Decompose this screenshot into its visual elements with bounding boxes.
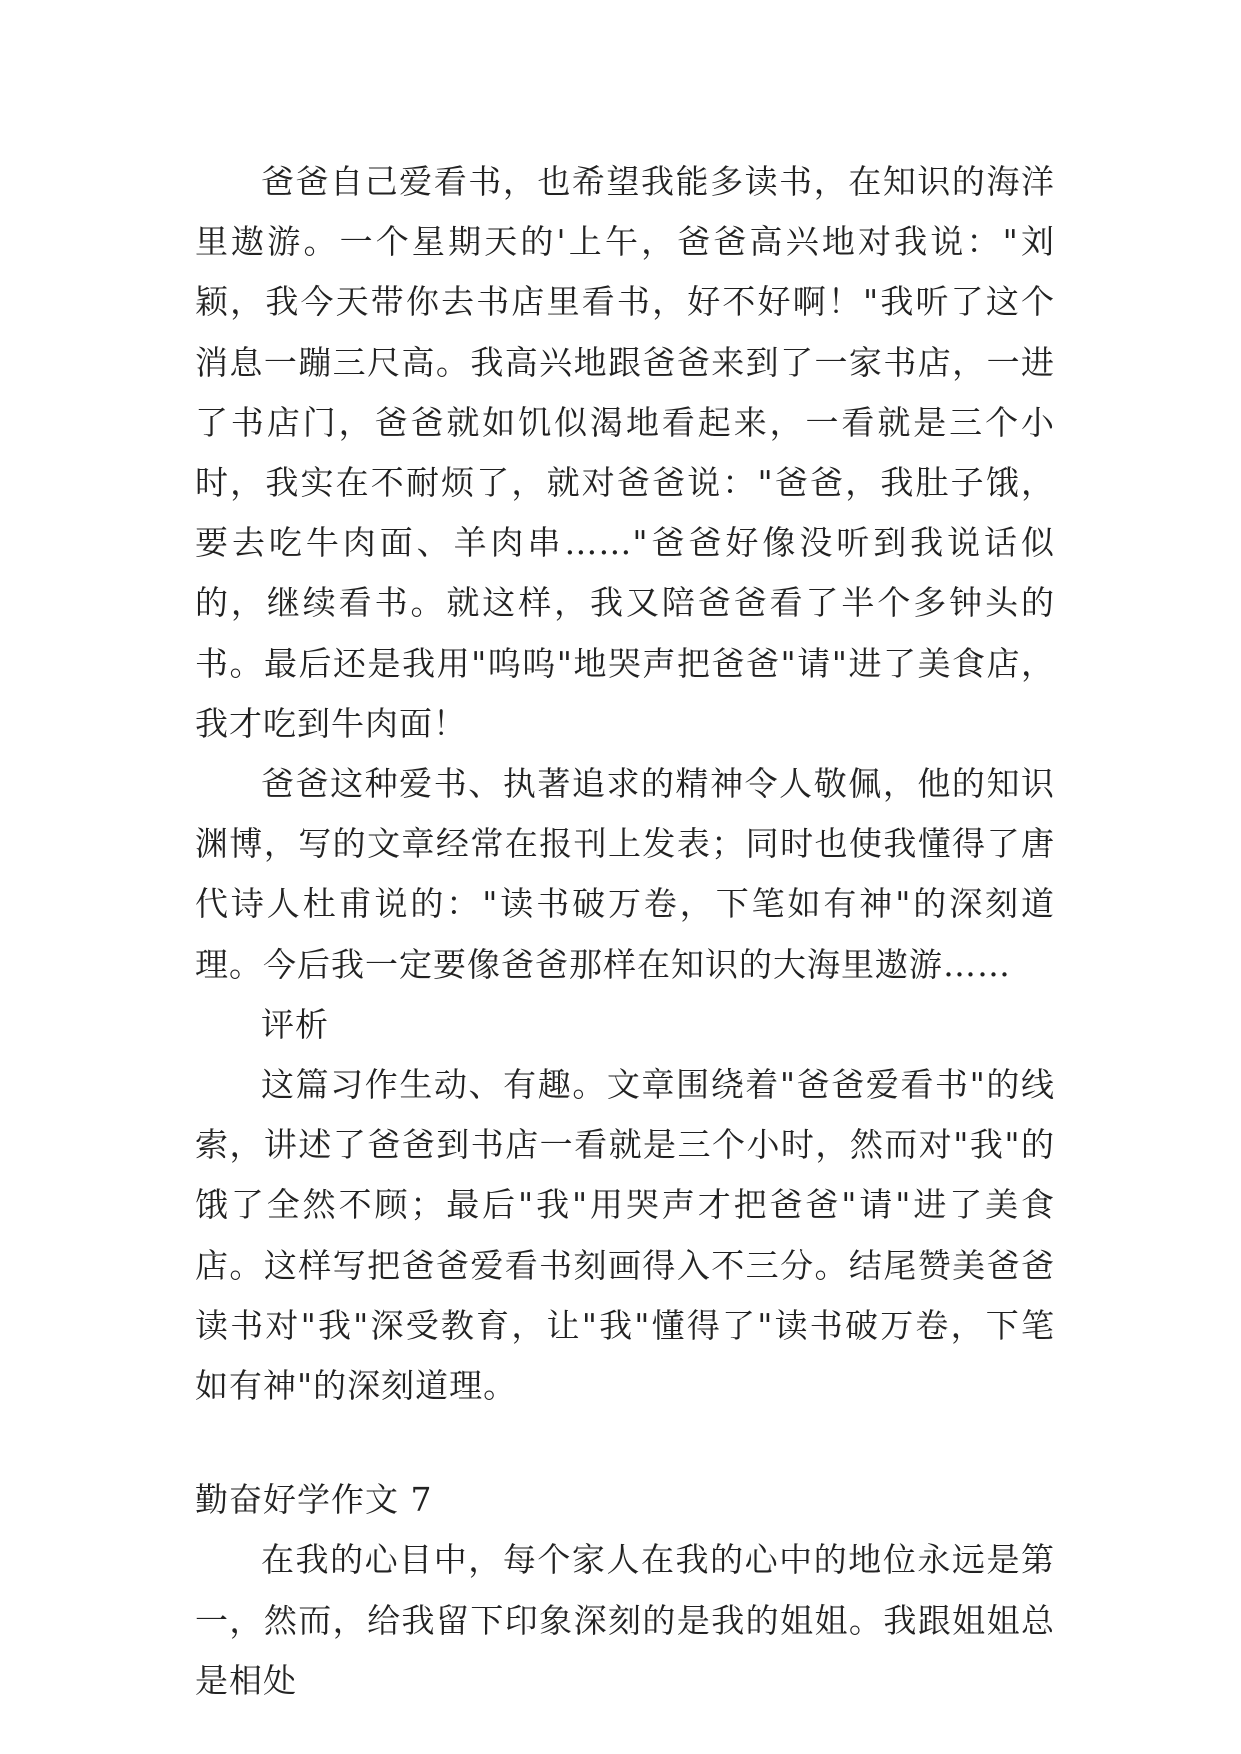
section-title: 勤奋好学作文 7 — [195, 1480, 433, 1520]
paragraph-conclusion: 爸爸这种爱书、执著追求的精神令人敬佩，他的知识渊博，写的文章经常在报刊上发表；同时也使我懂得了唐代诗人杜甫说的："读书破万卷，下笔如有神"的深刻道理。今后我一定要像爸爸那样在知识的大海里遨游…… — [195, 764, 1055, 984]
paragraph-section-intro: 在我的心目中，每个家人在我的心中的地位永远是第一，然而，给我留下印象深刻的是我的姐姐。我跟姐姐总是相处 — [195, 1540, 1055, 1700]
paragraph-reading-story: 爸爸自己爱看书，也希望我能多读书，在知识的海洋里遨游。一个星期天的'上午，爸爸高兴地对我说："刘颖，我今天带你去书店里看书，好不好啊！"我听了这个消息一蹦三尺高。我高兴地跟爸爸来到了一家书店，一进了书店门，爸爸就如饥似渴地看起来，一看就是三个小时，我实在不耐烦了，就对爸爸说："爸爸，我肚子饿，要去吃牛肉面、羊肉串……"爸爸好像没听到我说话似的，继续看书。就这样，我又陪爸爸看了半个多钟头的书。最后还是我用"呜呜"地哭声把爸爸"请"进了美食店，我才吃到牛肉面！ — [195, 162, 1055, 743]
paragraph-review-label: 评析 — [261, 1004, 329, 1044]
document-body — [195, 152, 1055, 1711]
paragraph-review: 这篇习作生动、有趣。文章围绕着"爸爸爱看书"的线索，讲述了爸爸到书店一看就是三个小时，然而对"我"的饿了全然不顾；最后"我"用哭声才把爸爸"请"进了美食店。这样写把爸爸爱看书刻画得入不三分。结尾赞美爸爸读书对"我"深受教育，让"我"懂得了"读书破万卷，下笔如有神"的深刻道理。 — [195, 1065, 1055, 1406]
